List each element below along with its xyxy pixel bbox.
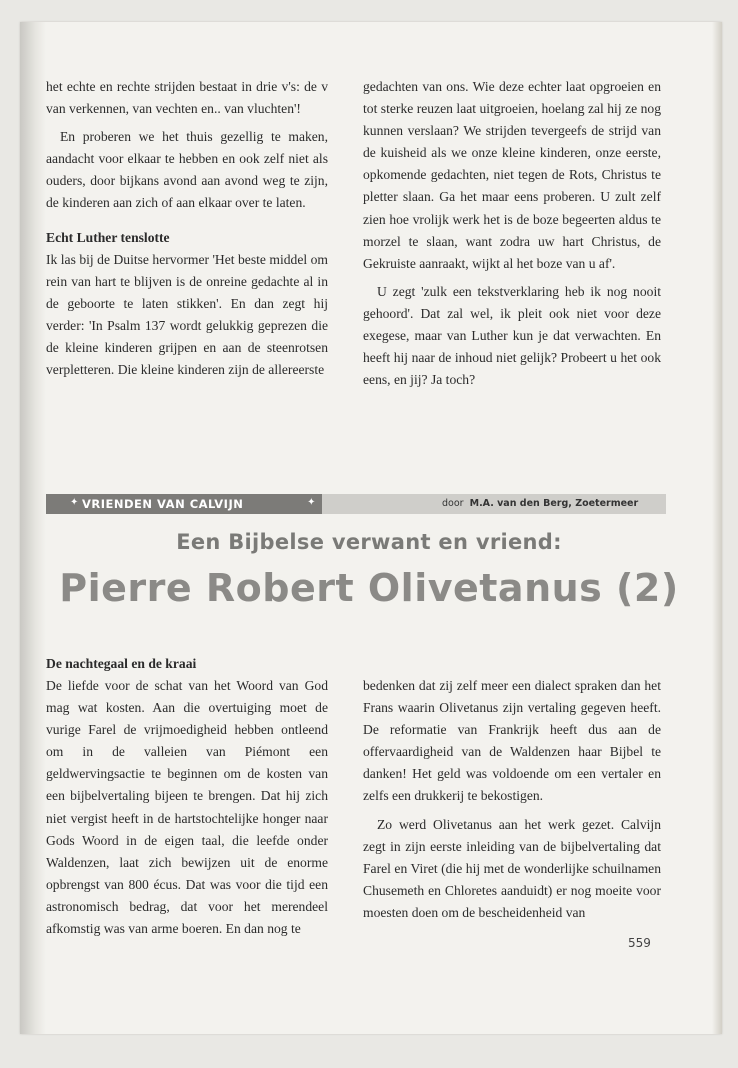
bottom-left-column — [46, 653, 328, 940]
sparkle-icon: ✦ — [307, 497, 316, 508]
paragraph: Ik las bij de Duitse hervormer 'Het beste middel om rein van hart te blijven is de onreine gedachte al in de geboorte te laten stikken'. En dan zegt hij verder: 'In Psalm 137 wordt gelukkig geprezen die de kleine kinderen grijpen en aan de steenrotsen verpletteren. Die kleine kinderen zijn de allereerste — [46, 251, 328, 378]
sparkle-icon: ✦ — [70, 497, 79, 508]
article-title: Pierre Robert Olivetanus (2) — [59, 566, 679, 610]
section-heading: De nachtegaal en de kraai — [46, 656, 197, 671]
page-edge — [712, 22, 722, 1034]
byline-prefix: door — [442, 498, 464, 509]
section-label — [46, 494, 322, 514]
paragraph: bedenken dat zij zelf meer een dialect spraken dan het Frans waarin Olivetanus zijn vertaling gegeven heeft. De reformatie van Frankrijk heeft dus aan de offervaardigheid van de Waldenzen haar Bijbel te danken! Het geld was voldoende om een vertaler en zelfs een drukkerij te bekostigen. — [363, 678, 661, 804]
paragraph: En proberen we het thuis gezellig te maken, aandacht voor elkaar te hebben en ook zelf niet als ouders, door bijkans avond aan avond weg te zijn, de kinderen aan zich of aan elkaar over te laten. — [46, 129, 328, 211]
page-spine-shadow — [20, 22, 46, 1034]
paragraph: gedachten van ons. Wie deze echter laat opgroeien en tot sterke reuzen laat uitgroeien, hoelang zal hij ze nog kunnen verslaan? We strijden tevergeefs de strijd van de kuisheid als we onze kleine kinderen, onze eerste, opkomende gedachten, niet tegen de Rots, Christus te pletter slaan. Ga het maar eens proberen. U zult zelf zien hoe vrolijk werk het is de boze begeerten aldus te morzel te slaan, want zodra uw hart Christus, de Gekruiste aanraakt, wijkt al het boze van u af'. — [363, 79, 661, 271]
section-label-text: VRIENDEN VAN CALVIJN — [82, 497, 244, 511]
section-heading: Echt Luther tenslotte — [46, 229, 170, 245]
paragraph: Zo werd Olivetanus aan het werk gezet. Calvijn zegt in zijn eerste inleiding van de bijbelvertaling dat Farel en Viret (die hij met de wonderlijke schuilnamen Chusemeth en Chloretes aanduidt) er nog moeite voor moesten doen om de bescheidenheid van — [363, 816, 661, 920]
author-byline — [442, 494, 638, 514]
paragraph: het echte en rechte strijden bestaat in drie v's: de v van verkennen, van vechten en.. van vluchten'! — [46, 79, 328, 117]
author-name: M.A. van den Berg, Zoetermeer — [469, 498, 639, 509]
section-bar — [46, 494, 666, 514]
page-number: 559 — [628, 936, 651, 950]
article-subtitle: Een Bijbelse verwant en vriend: — [176, 530, 562, 554]
top-left-column — [46, 76, 328, 381]
top-right-column — [363, 76, 661, 391]
bottom-right-column — [363, 675, 661, 924]
paragraph: De liefde voor de schat van het Woord van God mag wat kosten. Aan die overtuiging moet de vurige Farel de vrijmoedigheid hebben ontleend om in de valleien van Piémont een geldwervingsactie te beginnen om de kosten van een bijbelvertaling bijeen te brengen. Dat hij zich niet vergist heeft in de hartstochtelijke honger naar Gods Woord in de eigen taal, die leefde onder Waldenzen, laat zich bewijzen uit de enorme opbrengst van 800 écus. Dat was voor die tijd een astronomisch bedrag, dat voor het merendeel afkomstig was van arme boeren. En dan nog te — [46, 678, 328, 937]
paragraph: U zegt 'zulk een tekstverklaring heb ik nog nooit gehoord'. Dat zal wel, ik pleit ook niet voor deze exegese, maar van Luther kun je dat verwachten. En heeft hij naar de inhoud niet gelijk? Probeert u het ook eens, en jij? Ja toch? — [363, 283, 661, 388]
